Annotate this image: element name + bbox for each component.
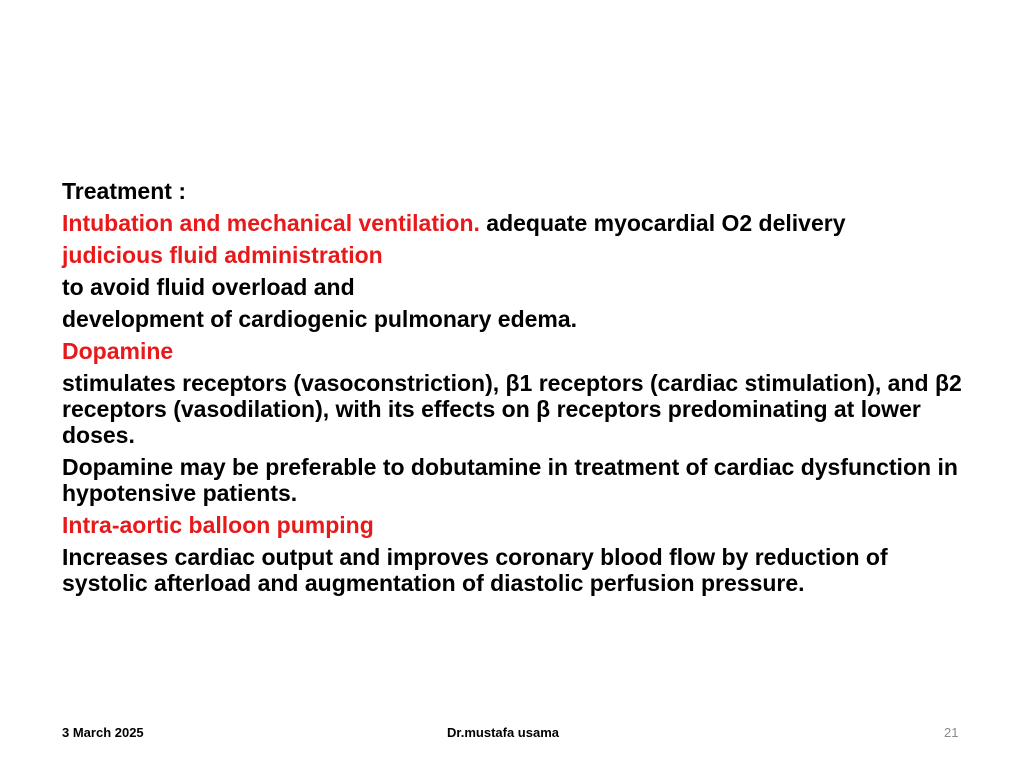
ventilation-paragraph: [62, 210, 962, 236]
footer-author: Dr.mustafa usama: [447, 725, 559, 740]
fluid-text-line2: development of cardiogenic pulmonary edema.: [62, 306, 578, 332]
balloon-pumping-text: Increases cardiac output and improves coronary blood flow by reduction of systolic afterload and augmentation of diastolic perfusion pressure.: [62, 544, 888, 596]
page-number: 21: [944, 725, 959, 740]
balloon-pumping-heading: Intra-aortic balloon pumping: [62, 512, 374, 538]
fluid-heading: judicious fluid administration: [62, 242, 383, 268]
fluid-text-line1: to avoid fluid overload and: [62, 274, 355, 300]
slide-content: [62, 178, 962, 602]
ventilation-highlight: Intubation and mechanical ventilation.: [62, 210, 480, 236]
dopamine-heading: Dopamine: [62, 338, 174, 364]
footer-date: 3 March 2025: [62, 725, 144, 740]
dopamine-receptors-text: stimulates receptors (vasoconstriction), β1 receptors (cardiac stimulation), and β2 receptors (vasodilation), with its effects on β receptors predominating at lower doses.: [62, 370, 962, 448]
treatment-heading: Treatment :: [62, 178, 186, 204]
dopamine-preference-text: Dopamine may be preferable to dobutamine in treatment of cardiac dysfunction in hypotensive patients.: [62, 454, 958, 506]
ventilation-text: adequate myocardial O2 delivery: [479, 210, 846, 236]
